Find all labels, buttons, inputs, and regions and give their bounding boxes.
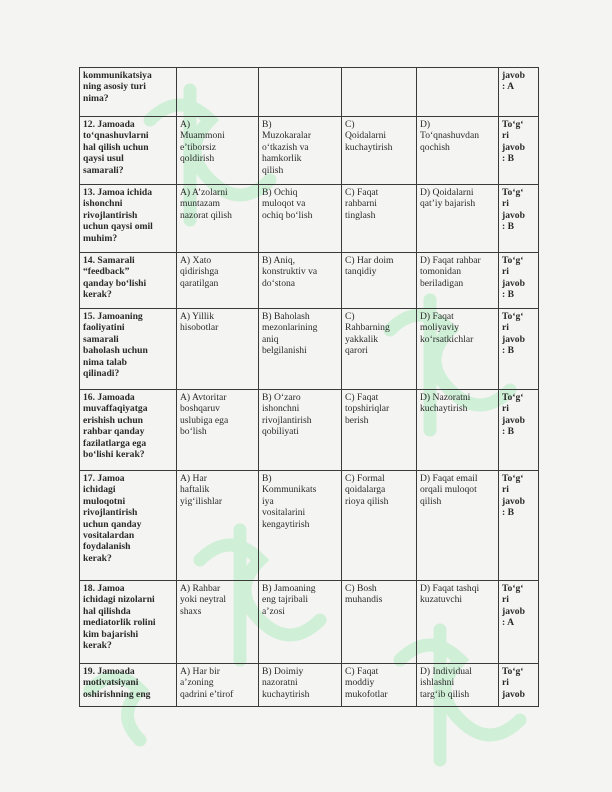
cell-text-line: nazoratni: [262, 677, 298, 689]
cell-text-line: rahbarni: [345, 198, 377, 210]
question-cell: [80, 471, 177, 581]
cell-text-line: tinglash: [345, 209, 376, 221]
option-b-cell: [259, 117, 342, 185]
cell-text-line: ning asosiy turi: [83, 81, 146, 93]
cell-text-line: kerak?: [83, 640, 112, 652]
cell-text-line: qaratilgan: [180, 277, 219, 289]
cell-text-line: To‘g‘: [502, 666, 524, 677]
option-b-cell: [259, 253, 342, 309]
cell-text-line: : B: [502, 426, 514, 438]
cell-text-line: B) Aniq,: [262, 255, 296, 266]
cell-text-line: javob: [502, 605, 525, 617]
cell-text-line: To‘g‘: [502, 392, 524, 403]
cell-text-line: muvaffaqiyatga: [83, 403, 148, 415]
cell-text-line: C) Faqat: [345, 187, 379, 198]
answer-cell: [499, 390, 539, 471]
answer-cell: [499, 117, 539, 185]
cell-text-line: qat’iy bajarish: [420, 198, 476, 210]
answer-cell: [499, 471, 539, 581]
cell-text-line: : B: [502, 289, 514, 301]
cell-text-line: A) Rahbar: [180, 583, 221, 594]
table-row: [80, 664, 539, 707]
cell-text-line: B) Baholash: [262, 311, 310, 322]
cell-text-line: C) Faqat: [345, 392, 379, 403]
cell-text-line: e’tiborsiz: [180, 141, 217, 153]
cell-text-line: B) O‘zaro: [262, 392, 301, 403]
question-cell: [80, 68, 177, 117]
cell-text-line: nima?: [83, 92, 109, 104]
cell-text-line: qidirishga: [180, 266, 219, 278]
cell-text-line: targ‘ib qilish: [420, 688, 470, 700]
cell-text-line: qoldirish: [180, 153, 215, 165]
cell-text-line: C): [345, 119, 355, 130]
option-b-cell: [259, 471, 342, 581]
cell-text-line: samarali: [83, 333, 119, 345]
quiz-table: [79, 67, 539, 707]
answer-cell: [499, 581, 539, 664]
cell-text-line: qarori: [345, 345, 368, 357]
cell-text-line: D) Faqat rahbar: [420, 255, 481, 266]
cell-text-line: oshirishning eng: [83, 688, 151, 700]
answer-cell: [499, 664, 539, 707]
cell-text-line: D) Faqat: [420, 311, 454, 322]
option-b-cell: [259, 390, 342, 471]
cell-text-line: : B: [502, 221, 514, 233]
cell-text-line: 13. Jamoa ichida: [83, 187, 153, 198]
cell-text-line: vositalardan: [83, 530, 135, 542]
cell-text-line: qochish: [420, 141, 450, 153]
cell-text-line: “feedback”: [83, 266, 130, 278]
cell-text-line: nazorat qilish: [180, 209, 232, 221]
cell-text-line: javob: [502, 277, 525, 289]
cell-text-line: hamkorlik: [262, 153, 302, 165]
cell-text-line: qilish: [262, 164, 284, 176]
cell-text-line: D) Individual: [420, 666, 472, 677]
option-c-cell: [342, 68, 417, 117]
cell-text-line: Rahbarning: [345, 322, 390, 334]
cell-text-line: vositalarini: [262, 507, 306, 519]
cell-text-line: A) Xato: [180, 255, 212, 266]
cell-text-line: To‘g‘: [502, 583, 524, 594]
cell-text-line: C): [345, 311, 355, 322]
cell-text-line: qadrini e’tirof: [180, 688, 234, 700]
cell-text-line: konstruktiv va: [262, 266, 318, 278]
cell-text-line: Muzokaralar: [262, 130, 312, 142]
answer-cell: [499, 68, 539, 117]
cell-text-line: muhandis: [345, 594, 383, 606]
cell-text-line: javob: [502, 70, 525, 81]
option-b-cell: [259, 68, 342, 117]
cell-text-line: kuzatuvchi: [420, 594, 463, 606]
cell-text-line: kuchaytirish: [262, 688, 310, 700]
table-row: [80, 309, 539, 390]
option-b-cell: [259, 309, 342, 390]
cell-text-line: javob: [502, 414, 525, 426]
cell-text-line: ishonchni: [262, 403, 300, 415]
option-a-cell: [177, 664, 259, 707]
answer-cell: [499, 253, 539, 309]
cell-text-line: javob: [502, 495, 525, 507]
cell-text-line: tanqidiy: [345, 266, 377, 278]
question-cell: [80, 309, 177, 390]
cell-text-line: 15. Jamoaning: [83, 311, 143, 322]
cell-text-line: rivojlantirish: [83, 507, 138, 519]
cell-text-line: aniq: [262, 333, 279, 345]
cell-text-line: rahbar qanday: [83, 426, 145, 438]
cell-text-line: bo‘lishi kerak?: [83, 449, 145, 461]
cell-text-line: do‘stona: [262, 277, 296, 289]
cell-text-line: D) Faqat tashqi: [420, 583, 480, 594]
option-a-cell: [177, 68, 259, 117]
cell-text-line: qaysi usul: [83, 153, 124, 165]
cell-text-line: moddiy: [345, 677, 375, 689]
cell-text-line: B) Jamoaning: [262, 583, 316, 594]
cell-text-line: kerak?: [83, 289, 112, 301]
cell-text-line: ishlashni: [420, 677, 455, 689]
cell-text-line: qobiliyati: [262, 426, 299, 438]
cell-text-line: C) Bosh: [345, 583, 377, 594]
cell-text-line: belgilanishi: [262, 345, 307, 357]
cell-text-line: ri: [502, 130, 509, 142]
cell-text-line: hal qilish uchun: [83, 141, 149, 153]
cell-text-line: A) Avtoritar: [180, 392, 227, 403]
cell-text-line: : B: [502, 345, 514, 357]
option-d-cell: [417, 309, 499, 390]
cell-text-line: uchun qanday: [83, 518, 142, 530]
cell-text-line: A) Har: [180, 473, 207, 484]
cell-text-line: muhim?: [83, 232, 118, 244]
cell-text-line: mediatorlik rolini: [83, 617, 156, 629]
cell-text-line: javob: [502, 209, 525, 221]
cell-text-line: To‘g‘: [502, 311, 524, 322]
cell-text-line: B) Doimiy: [262, 666, 304, 677]
cell-text-line: fazilatlarga ega: [83, 437, 147, 449]
cell-text-line: 18. Jamoa: [83, 583, 125, 594]
cell-text-line: ri: [502, 322, 509, 334]
cell-text-line: To‘g‘: [502, 119, 524, 130]
quiz-table-body: [80, 68, 539, 707]
cell-text-line: 17. Jamoa: [83, 473, 125, 484]
option-d-cell: [417, 68, 499, 117]
cell-text-line: 12. Jamoada: [83, 119, 135, 130]
cell-text-line: : A: [502, 81, 514, 93]
cell-text-line: orqali muloqot: [420, 484, 477, 496]
option-a-cell: [177, 253, 259, 309]
cell-text-line: boshqaruv: [180, 403, 220, 415]
cell-text-line: B) Ochiq: [262, 187, 298, 198]
cell-text-line: To‘g‘: [502, 473, 524, 484]
table-row: [80, 68, 539, 117]
cell-text-line: D) Qoidalarni: [420, 187, 474, 198]
cell-text-line: To‘qnashuvdan: [420, 130, 480, 142]
option-b-cell: [259, 185, 342, 253]
cell-text-line: topshiriqlar: [345, 403, 390, 415]
cell-text-line: 14. Samarali: [83, 255, 135, 266]
option-c-cell: [342, 471, 417, 581]
cell-text-line: muloqot va: [262, 198, 306, 210]
cell-text-line: C) Har doim: [345, 255, 394, 266]
cell-text-line: qilinadi?: [83, 368, 120, 380]
cell-text-line: kuchaytirish: [420, 403, 468, 415]
cell-text-line: faoliyatini: [83, 322, 125, 334]
option-c-cell: [342, 185, 417, 253]
cell-text-line: ri: [502, 266, 509, 278]
cell-text-line: ichidagi nizolarni: [83, 594, 155, 606]
cell-text-line: o‘tkazish va: [262, 141, 309, 153]
question-cell: [80, 581, 177, 664]
cell-text-line: rivojlantirish: [262, 414, 312, 426]
table-row: [80, 253, 539, 309]
cell-text-line: Muammoni: [180, 130, 225, 142]
cell-text-line: muntazam: [180, 198, 220, 210]
cell-text-line: uslubiga ega: [180, 414, 229, 426]
cell-text-line: a’zosi: [262, 605, 285, 617]
cell-text-line: ri: [502, 198, 509, 210]
table-row: [80, 185, 539, 253]
cell-text-line: eng tajribali: [262, 594, 309, 606]
cell-text-line: Qoidalarni: [345, 130, 387, 142]
table-row: [80, 117, 539, 185]
cell-text-line: uchun qaysi omil: [83, 221, 153, 233]
cell-text-line: motivatsiyani: [83, 677, 139, 689]
option-a-cell: [177, 309, 259, 390]
option-d-cell: [417, 253, 499, 309]
option-c-cell: [342, 581, 417, 664]
cell-text-line: yakkalik: [345, 333, 379, 345]
cell-text-line: baholash uchun: [83, 345, 148, 357]
cell-text-line: : B: [502, 153, 514, 165]
cell-text-line: kommunikatsiya: [83, 70, 152, 81]
cell-text-line: nima talab: [83, 356, 127, 368]
cell-text-line: ri: [502, 484, 509, 496]
option-c-cell: [342, 253, 417, 309]
table-row: [80, 390, 539, 471]
cell-text-line: to‘qnashuvlarni: [83, 130, 149, 142]
cell-text-line: shaxs: [180, 605, 202, 617]
cell-text-line: qanday bo‘lishi: [83, 277, 147, 289]
option-a-cell: [177, 185, 259, 253]
cell-text-line: B): [262, 119, 272, 130]
option-d-cell: [417, 117, 499, 185]
option-a-cell: [177, 117, 259, 185]
option-c-cell: [342, 664, 417, 707]
cell-text-line: ri: [502, 594, 509, 606]
question-cell: [80, 253, 177, 309]
option-d-cell: [417, 185, 499, 253]
cell-text-line: javob: [502, 688, 525, 700]
cell-text-line: a’zoning: [180, 677, 214, 689]
option-b-cell: [259, 581, 342, 664]
question-cell: [80, 185, 177, 253]
cell-text-line: rivojlantirish: [83, 209, 138, 221]
table-row: [80, 471, 539, 581]
cell-text-line: samarali?: [83, 164, 124, 176]
cell-text-line: hisobotlar: [180, 322, 219, 334]
option-c-cell: [342, 117, 417, 185]
option-d-cell: [417, 581, 499, 664]
question-cell: [80, 390, 177, 471]
cell-text-line: : B: [502, 507, 514, 519]
cell-text-line: kengaytirish: [262, 518, 310, 530]
cell-text-line: D) Nazoratni: [420, 392, 471, 403]
cell-text-line: javob: [502, 141, 525, 153]
cell-text-line: moliyaviy: [420, 322, 459, 334]
cell-text-line: D) Faqat email: [420, 473, 478, 484]
option-c-cell: [342, 309, 417, 390]
cell-text-line: ko‘rsatkichlar: [420, 333, 474, 345]
option-a-cell: [177, 471, 259, 581]
cell-text-line: ichidagi: [83, 484, 116, 496]
cell-text-line: kuchaytirish: [345, 141, 393, 153]
cell-text-line: muloqotni: [83, 495, 126, 507]
cell-text-line: javob: [502, 333, 525, 345]
cell-text-line: A) A’zolarni: [180, 187, 228, 198]
cell-text-line: 16. Jamoada: [83, 392, 135, 403]
cell-text-line: qoidalarga: [345, 484, 386, 496]
cell-text-line: 19. Jamoada: [83, 666, 135, 677]
cell-text-line: A) Yillik: [180, 311, 215, 322]
cell-text-line: mezonlarining: [262, 322, 318, 334]
table-row: [80, 581, 539, 664]
cell-text-line: ri: [502, 403, 509, 415]
cell-text-line: haftalik: [180, 484, 210, 496]
answer-cell: [499, 309, 539, 390]
cell-text-line: qilish: [420, 495, 442, 507]
option-b-cell: [259, 664, 342, 707]
cell-text-line: B): [262, 473, 272, 484]
cell-text-line: kim bajarishi: [83, 628, 139, 640]
cell-text-line: iya: [262, 495, 274, 507]
cell-text-line: yig‘ilishlar: [180, 495, 223, 507]
cell-text-line: C) Faqat: [345, 666, 379, 677]
cell-text-line: rioya qilish: [345, 495, 389, 507]
cell-text-line: beriladigan: [420, 277, 464, 289]
cell-text-line: kerak?: [83, 552, 112, 564]
option-d-cell: [417, 664, 499, 707]
cell-text-line: ochiq bo‘lish: [262, 209, 313, 221]
option-c-cell: [342, 390, 417, 471]
cell-text-line: : A: [502, 617, 514, 629]
question-cell: [80, 117, 177, 185]
option-a-cell: [177, 581, 259, 664]
cell-text-line: erishish uchun: [83, 414, 143, 426]
cell-text-line: A) Har bir: [180, 666, 220, 677]
cell-text-line: To‘g‘: [502, 187, 524, 198]
option-d-cell: [417, 390, 499, 471]
cell-text-line: mukofotlar: [345, 688, 388, 700]
cell-text-line: To‘g‘: [502, 255, 524, 266]
cell-text-line: bo‘lish: [180, 426, 207, 438]
cell-text-line: C) Formal: [345, 473, 385, 484]
cell-text-line: ri: [502, 677, 509, 689]
option-a-cell: [177, 390, 259, 471]
cell-text-line: hal qilishda: [83, 605, 131, 617]
cell-text-line: berish: [345, 414, 369, 426]
cell-text-line: yoki neytral: [180, 594, 227, 606]
option-d-cell: [417, 471, 499, 581]
answer-cell: [499, 185, 539, 253]
cell-text-line: ishonchni: [83, 198, 123, 210]
cell-text-line: tomonidan: [420, 266, 462, 278]
cell-text-line: D): [420, 119, 431, 130]
question-cell: [80, 664, 177, 707]
cell-text-line: Kommunikats: [262, 484, 317, 496]
cell-text-line: foydalanish: [83, 541, 131, 553]
cell-text-line: A): [180, 119, 191, 130]
